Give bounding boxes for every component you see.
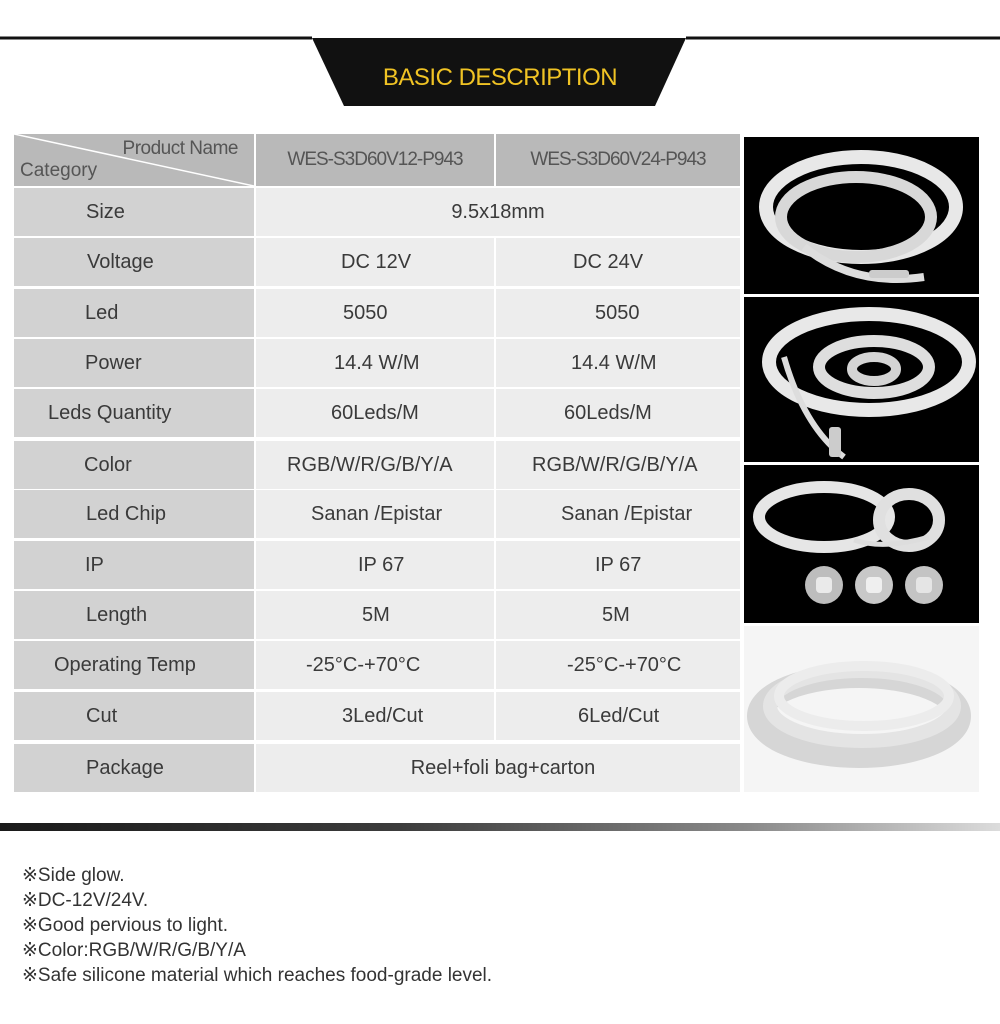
note-item: ※DC-12V/24V. (22, 890, 149, 911)
corner-product-name: Product Name (122, 138, 238, 159)
row-value-1 (256, 541, 494, 589)
product-photo-coils (744, 465, 979, 623)
row-label-text: Color (84, 453, 132, 476)
row-label-text: Leds Quantity (48, 401, 172, 424)
row-label (14, 289, 254, 337)
row-value-text: 14.4 W/M (334, 351, 420, 374)
row-value-text: Reel+foli bag+carton (410, 756, 596, 779)
row-value-text: DC 12V (341, 250, 412, 273)
row-value-text: -25°C-+70°C (567, 653, 682, 676)
row-label-text: Voltage (87, 250, 154, 273)
row-value-text: -25°C-+70°C (306, 653, 421, 676)
row-value-2 (496, 692, 740, 740)
row-value-text: 5M (602, 603, 630, 626)
corner-category: Category (20, 160, 98, 181)
row-label-text: Cut (86, 704, 118, 727)
row-label-text: Operating Temp (54, 653, 196, 676)
row-value-text: 9.5x18mm (451, 200, 545, 223)
row-label (14, 744, 254, 792)
row-value-text: Sanan /Epistar (311, 502, 443, 525)
row-value-text: 60Leds/M (331, 401, 419, 424)
row-value-1 (256, 641, 494, 689)
row-label (14, 591, 254, 639)
note-item: ※Safe silicone material which reaches food-grade level. (22, 965, 493, 986)
row-value-2 (496, 238, 740, 286)
row-value-1 (256, 591, 494, 639)
row-label-text: IP (85, 553, 104, 576)
row-label (14, 389, 254, 437)
row-label-text: Length (86, 603, 148, 626)
row-label-text: Size (86, 200, 125, 223)
row-label (14, 641, 254, 689)
note-item: ※Good pervious to light. (22, 915, 229, 936)
page-title: BASIC DESCRIPTION (382, 64, 618, 91)
row-value-text: Sanan /Epistar (561, 502, 693, 525)
row-value-text: IP 67 (358, 553, 405, 576)
row-label-text: Power (85, 351, 142, 374)
row-value-text: IP 67 (595, 553, 642, 576)
row-value-text: 5050 (595, 301, 640, 324)
row-label (14, 490, 254, 538)
row-value-1 (256, 441, 494, 489)
row-value-1 (256, 692, 494, 740)
product-header-1: WES-S3D60V12-P943 (256, 134, 494, 186)
product-photo-reel-2 (744, 297, 979, 462)
row-label (14, 188, 254, 236)
row-label-text: Led (85, 301, 119, 324)
row-label (14, 238, 254, 286)
row-value-1 (256, 490, 494, 538)
row-value-text: DC 24V (573, 250, 644, 273)
corner-cell (14, 134, 254, 186)
row-value-2 (496, 641, 740, 689)
row-value-text: 60Leds/M (564, 401, 652, 424)
row-value-text: 6Led/Cut (578, 704, 660, 727)
divider-band (0, 823, 1000, 831)
feature-notes (22, 863, 492, 988)
row-label-text: Led Chip (86, 502, 167, 525)
row-value-text: 5M (362, 603, 390, 626)
note-item: ※Side glow. (22, 865, 125, 886)
row-label-text: Package (86, 756, 164, 779)
row-value-2 (496, 289, 740, 337)
row-value-merged (256, 188, 740, 236)
row-value-text: 5050 (343, 301, 388, 324)
row-label (14, 339, 254, 387)
product-photo-reel-1 (744, 137, 979, 294)
row-value-2 (496, 441, 740, 489)
header-banner (0, 0, 1000, 110)
row-value-text: 14.4 W/M (571, 351, 657, 374)
row-label (14, 441, 254, 489)
row-value-2 (496, 389, 740, 437)
row-value-2 (496, 339, 740, 387)
row-value-merged (256, 744, 740, 792)
row-value-text: 3Led/Cut (342, 704, 424, 727)
row-value-1 (256, 339, 494, 387)
row-value-text: RGB/W/R/G/B/Y/A (532, 453, 698, 476)
row-value-2 (496, 490, 740, 538)
row-label (14, 541, 254, 589)
product-photo-stack (744, 626, 979, 792)
row-value-1 (256, 389, 494, 437)
row-value-1 (256, 238, 494, 286)
row-label (14, 692, 254, 740)
product-header-2: WES-S3D60V24-P943 (496, 134, 740, 186)
row-value-1 (256, 289, 494, 337)
row-value-text: RGB/W/R/G/B/Y/A (287, 453, 453, 476)
note-item: ※Color:RGB/W/R/G/B/Y/A (22, 940, 246, 961)
row-value-2 (496, 541, 740, 589)
row-value-2 (496, 591, 740, 639)
